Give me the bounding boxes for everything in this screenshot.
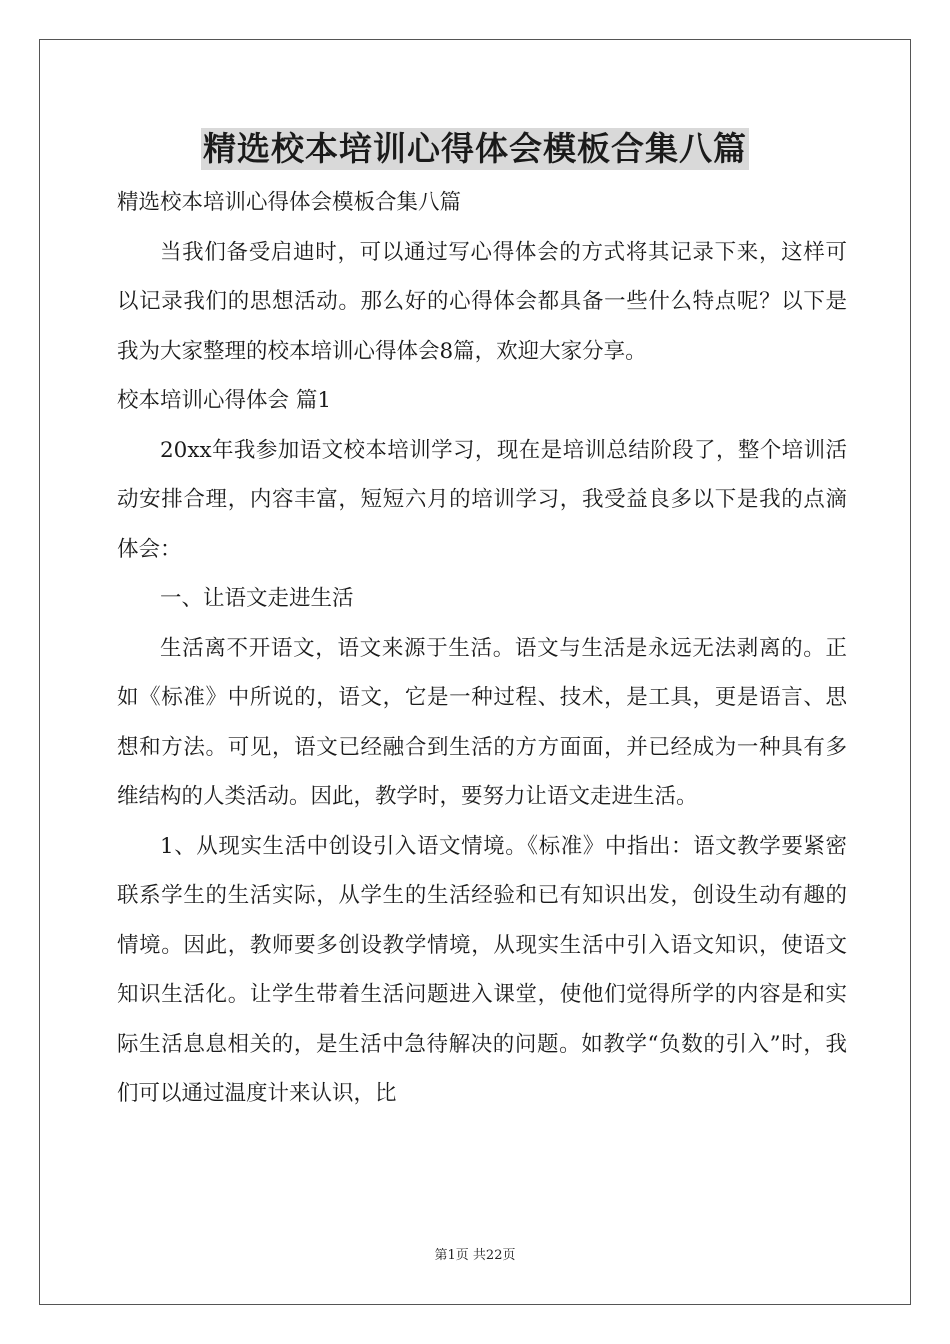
document-title: 精选校本培训心得体会模板合集八篇 <box>203 129 747 168</box>
subheading: 一、让语文走进生活 <box>160 586 354 611</box>
paragraph: 当我们备受启迪时，可以通过写心得体会的方式将其记录下来，这样可以记录我们的思想活动。那么好的心得体会都具备一些什么特点呢？以下是我为大家整理的校本培训心得体会8篇，欢迎大家分享。 <box>117 239 847 364</box>
paragraph: 1、从现实生活中创设引入语文情境。《标准》中指出：语文教学要紧密联系学生的生活实际，从学生的生活经验和已有知识出发，创设生动有趣的情境。因此，教师要多创设教学情境，从现实生活中引入语文知识，使语文知识生活化。让学生带着生活问题进入课堂，使他们觉得所学的内容是和实际生活息息相关的，是生活中急待解决的问题。如教学“负数的引入”时，我们可以通过温度计来认识，比 <box>117 833 847 1106</box>
paragraph: 20xx年我参加语文校本培训学习，现在是培训总结阶段了，整个培训活动安排合理，内容丰富，短短六月的培训学习，我受益良多以下是我的点滴体会： <box>117 437 847 562</box>
page-footer: 第1页 共22页 <box>434 1248 516 1263</box>
title-container <box>0 128 950 170</box>
paragraph: 生活离不开语文，语文来源于生活。语文与生活是永远无法剥离的。正如《标准》中所说的，语文，它是一种过程、技术，是工具，更是语言、思想和方法。可见，语文已经融合到生活的方方面面，并已经成为一种具有多维结构的人类活动。因此，教学时，要努力让语文走进生活。 <box>117 635 847 809</box>
document-body <box>117 178 847 1119</box>
section-heading: 校本培训心得体会 篇1 <box>117 388 332 413</box>
paragraph: 精选校本培训心得体会模板合集八篇 <box>117 190 462 215</box>
